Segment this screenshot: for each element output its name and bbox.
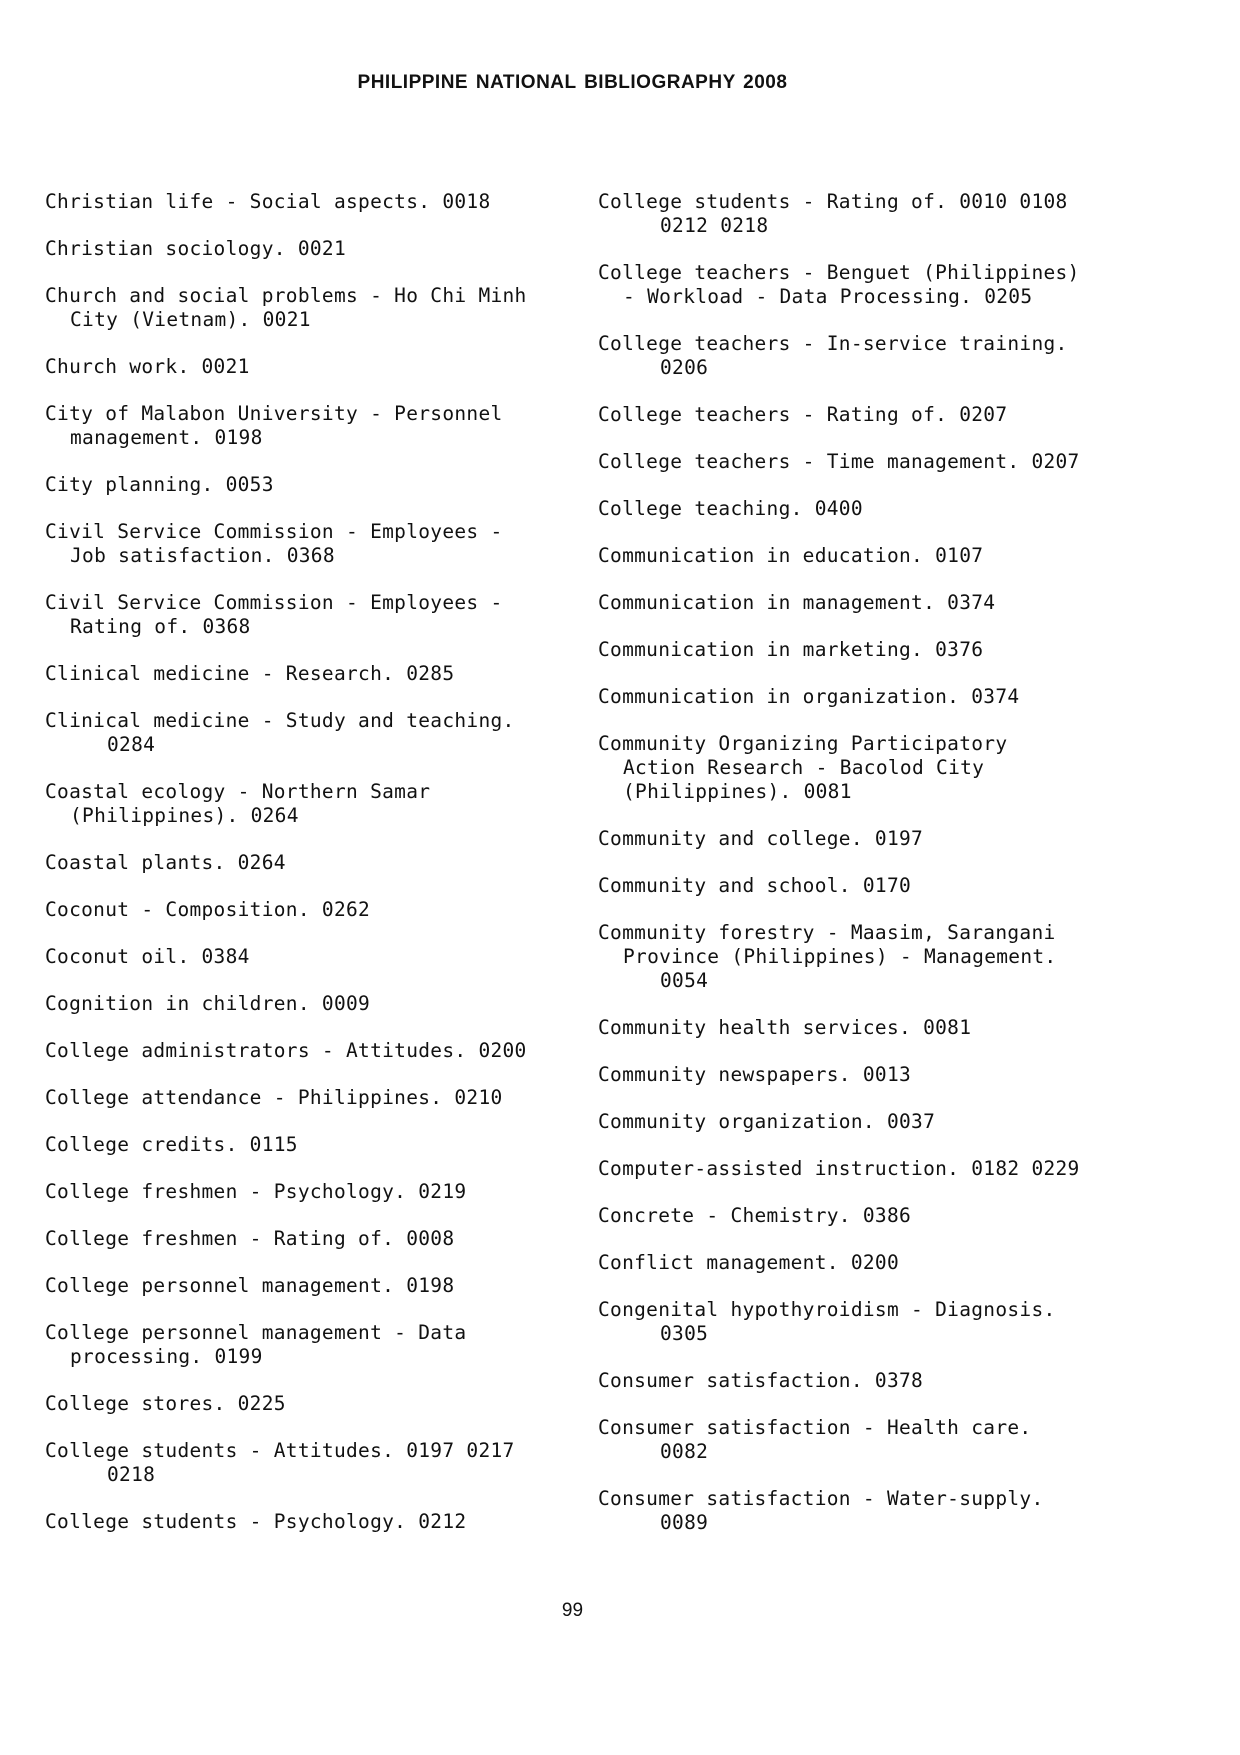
index-entry [598,332,1138,380]
index-entry-line: Community organization. 0037 [598,1110,936,1133]
index-entry [598,497,1138,521]
index-entry [598,921,1138,993]
index-entry-line: Clinical medicine - Study and teaching. [45,709,515,732]
index-entry-line: College students - Rating of. 0010 0108 [598,190,1068,213]
index-entry [45,473,570,497]
index-entry [598,827,1138,851]
index-entry-line: Community and school. 0170 [598,874,912,897]
index-entry [598,1416,1138,1464]
index-entry-line: Coastal plants. 0264 [45,851,286,874]
index-entry [45,1274,570,1298]
index-entry-line: Coconut - Composition. 0262 [45,898,371,921]
index-entry-line: College freshmen - Rating of. 0008 [45,1227,455,1250]
index-entry-line: College students - Psychology. 0212 [45,1510,467,1533]
index-entry-line: Communication in management. 0374 [598,591,996,614]
index-entry-line: (Philippines). 0081 [623,780,852,803]
index-entry-line: 0305 [660,1322,709,1345]
index-entry [45,1086,570,1110]
index-entry [598,190,1138,238]
index-entry-line: 0054 [660,969,709,992]
index-entry-line: Christian sociology. 0021 [45,237,346,260]
index-entry [598,591,1138,615]
index-entry [598,1110,1138,1134]
page-number: 99 [561,1600,584,1621]
index-entry [598,1369,1138,1393]
index-column-right [598,190,1138,1558]
index-entry-line: College freshmen - Psychology. 0219 [45,1180,467,1203]
index-entry [598,1016,1138,1040]
index-entry [45,1439,570,1487]
index-entry [598,544,1138,568]
index-entry [45,709,570,757]
index-entry [45,355,570,379]
index-entry-line: City planning. 0053 [45,473,274,496]
index-entry [45,520,570,568]
index-entry [45,1039,570,1063]
index-entry [45,851,570,875]
index-entry-line: Concrete - Chemistry. 0386 [598,1204,912,1227]
index-entry [598,732,1138,804]
index-entry [45,237,570,261]
index-entry-line: management. 0198 [70,426,263,449]
index-entry-line: 0082 [660,1440,709,1463]
index-entry-line: Cognition in children. 0009 [45,992,371,1015]
index-entry-line: (Philippines). 0264 [70,804,299,827]
index-entry [45,945,570,969]
index-entry [45,1510,570,1534]
index-entry-line: Consumer satisfaction - Health care. [598,1416,1032,1439]
index-entry-line: 0089 [660,1511,709,1534]
index-entry-line: 0206 [660,356,709,379]
index-entry-line: processing. 0199 [70,1345,263,1368]
index-entry [45,284,570,332]
index-entry [45,190,570,214]
index-entry-line: College stores. 0225 [45,1392,286,1415]
index-entry-line: Coastal ecology - Northern Samar [45,780,431,803]
index-entry-line: College teachers - In-service training. [598,332,1068,355]
index-entry-line: Job satisfaction. 0368 [70,544,335,567]
index-entry-line: Clinical medicine - Research. 0285 [45,662,455,685]
index-entry [45,1227,570,1251]
index-entry [45,992,570,1016]
index-column-left [45,190,570,1557]
index-entry-line: City of Malabon University - Personnel [45,402,503,425]
index-entry-line: Church and social problems - Ho Chi Minh [45,284,527,307]
index-entry-line: Communication in organization. 0374 [598,685,1020,708]
page-title: PHILIPPINE NATIONAL BIBLIOGRAPHY 2008 [357,72,788,93]
index-entry-line: College administrators - Attitudes. 0200 [45,1039,527,1062]
index-entry-line: 0284 [107,733,156,756]
index-entry-line: College personnel management. 0198 [45,1274,455,1297]
index-entry-line: Consumer satisfaction. 0378 [598,1369,924,1392]
index-entry-line: Christian life - Social aspects. 0018 [45,190,491,213]
index-entry [45,1180,570,1204]
index-entry-line: College credits. 0115 [45,1133,298,1156]
index-entry-line: Communication in marketing. 0376 [598,638,984,661]
index-entry [45,898,570,922]
index-entry [45,780,570,828]
index-entry-line: Rating of. 0368 [70,615,251,638]
index-entry [45,1321,570,1369]
index-entry-line: College teachers - Rating of. 0207 [598,403,1008,426]
index-entry [598,1298,1138,1346]
index-entry-line: Coconut oil. 0384 [45,945,250,968]
index-entry [45,1392,570,1416]
index-entry-line: College teaching. 0400 [598,497,863,520]
index-entry [45,591,570,639]
index-entry-line: Action Research - Bacolod City [623,756,985,779]
index-entry-line: Community and college. 0197 [598,827,924,850]
index-entry-line: College attendance - Philippines. 0210 [45,1086,503,1109]
index-entry [45,1133,570,1157]
index-entry-line: Province (Philippines) - Management. [623,945,1057,968]
index-entry [598,685,1138,709]
index-entry-line: Community forestry - Maasim, Sarangani [598,921,1056,944]
index-entry [598,1204,1138,1228]
index-entry-line: Community health services. 0081 [598,1016,972,1039]
index-entry [598,403,1138,427]
index-entry-line: College personnel management - Data [45,1321,467,1344]
index-entry-line: Community newspapers. 0013 [598,1063,912,1086]
index-entry-line: City (Vietnam). 0021 [70,308,311,331]
index-entry-line: 0218 [107,1463,156,1486]
index-entry [598,450,1138,474]
index-entry [598,874,1138,898]
index-entry [598,261,1138,309]
index-entry [598,1487,1138,1535]
index-entry-line: 0212 0218 [660,214,769,237]
index-entry-line: College students - Attitudes. 0197 0217 [45,1439,515,1462]
index-entry [598,1251,1138,1275]
index-entry-line: Consumer satisfaction - Water-supply. [598,1487,1044,1510]
index-entry-line: Congenital hypothyroidism - Diagnosis. [598,1298,1056,1321]
index-entry [598,638,1138,662]
index-entry [598,1063,1138,1087]
index-entry-line: Civil Service Commission - Employees - [45,520,503,543]
index-entry-line: Conflict management. 0200 [598,1251,899,1274]
index-entry-line: Church work. 0021 [45,355,250,378]
index-entry-line: College teachers - Time management. 0207 [598,450,1080,473]
index-entry [598,1157,1138,1181]
index-entry-line: College teachers - Benguet (Philippines) [598,261,1080,284]
index-entry-line: - Workload - Data Processing. 0205 [623,285,1033,308]
index-entry [45,662,570,686]
index-entry-line: Community Organizing Participatory [598,732,1008,755]
index-entry-line: Communication in education. 0107 [598,544,984,567]
index-entry-line: Civil Service Commission - Employees - [45,591,503,614]
index-entry-line: Computer-assisted instruction. 0182 0229 [598,1157,1080,1180]
index-entry [45,402,570,450]
